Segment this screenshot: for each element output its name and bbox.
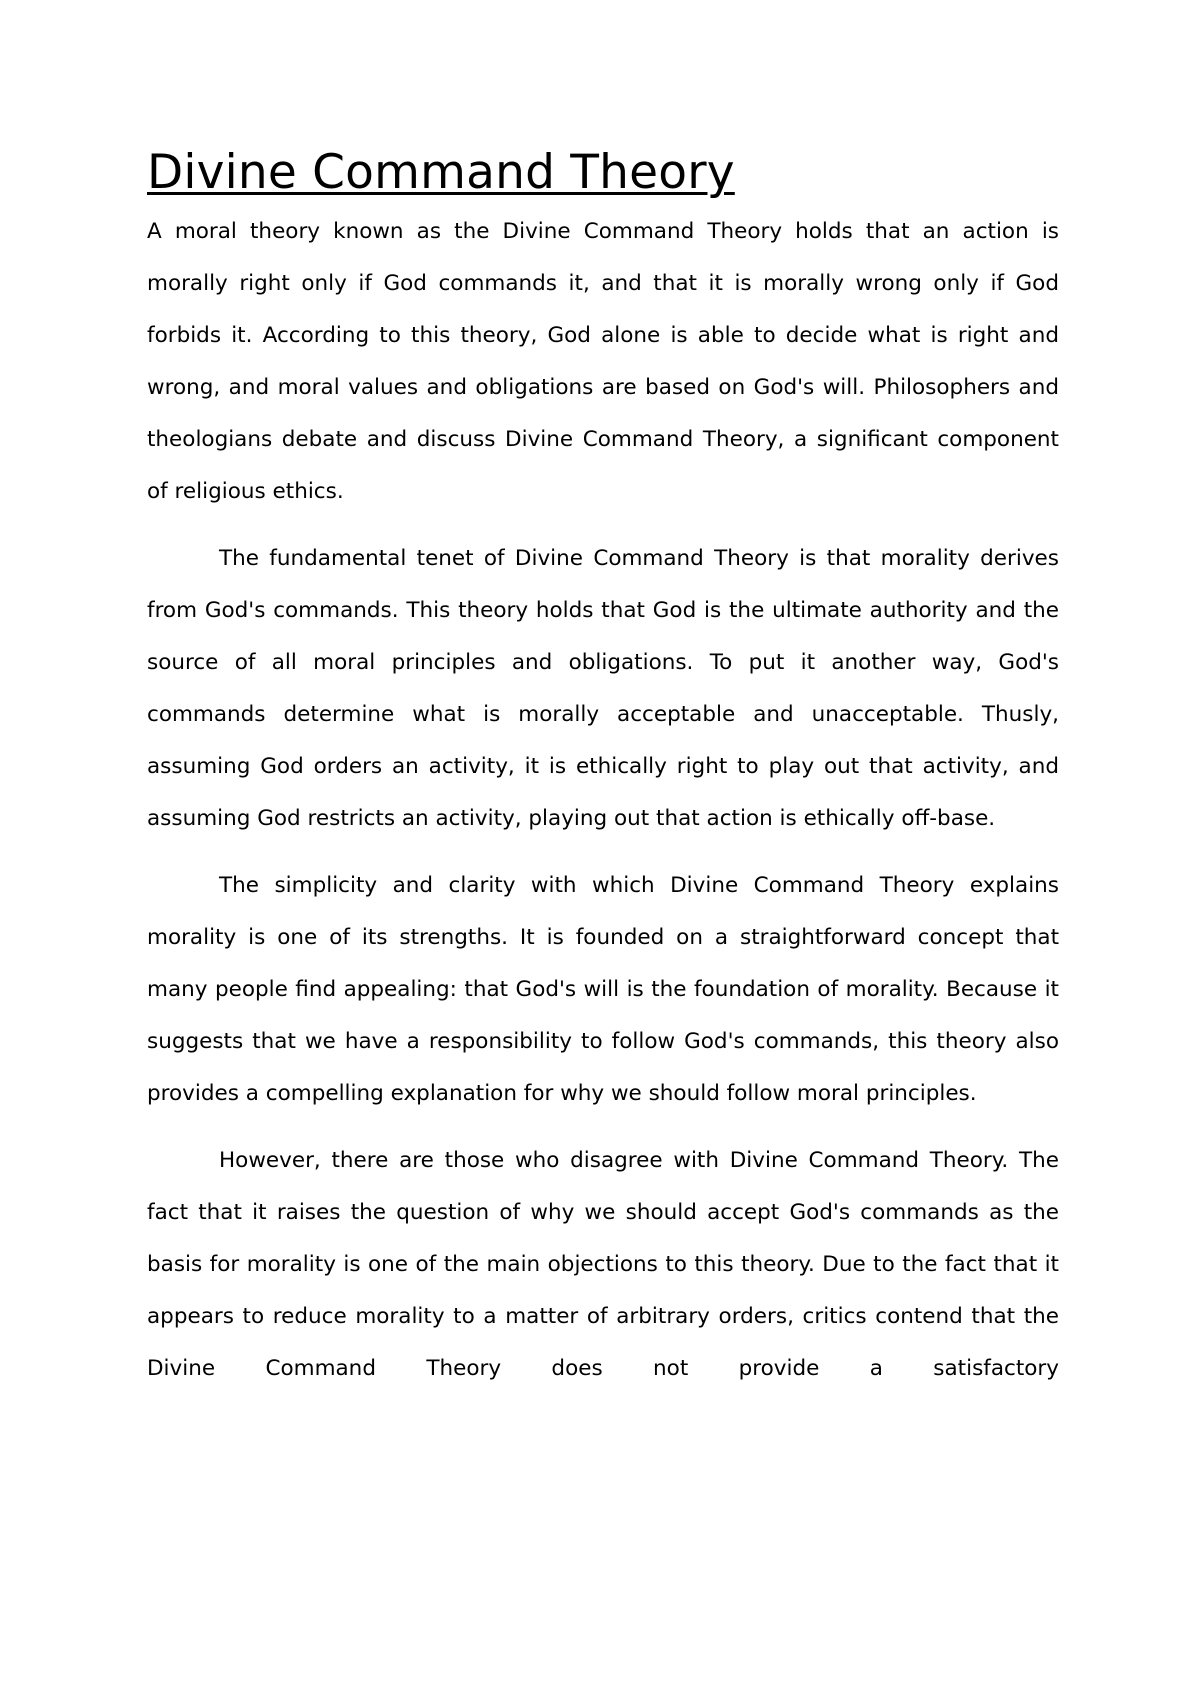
document-page	[147, 138, 1059, 1395]
paragraph-3: The simplicity and clarity with which Divine Command Theory explains morality is one of its strengths. It is founded on a straightforward concept that many people find appealing: that God's will is the foundation of morality. Because it suggests that we have a responsibility to follow God's commands, this theory also provides a compelling explanation for why we should follow moral principles.	[147, 873, 1059, 1106]
paragraph-1: A moral theory known as the Divine Command Theory holds that an action is morally right only if God commands it, and that it is morally wrong only if God forbids it. According to this theory, God alone is able to decide what is right and wrong, and moral values and obligations are based on God's will. Philosophers and theologians debate and discuss Divine Command Theory, a significant component of religious ethics.	[147, 219, 1059, 504]
paragraph-2: The fundamental tenet of Divine Command Theory is that morality derives from God's commands. This theory holds that God is the ultimate authority and the source of all moral principles and obligations. To put it another way, God's commands determine what is morally acceptable and unacceptable. Thusly, assuming God orders an activity, it is ethically right to play out that activity, and assuming God restricts an activity, playing out that action is ethically off-base.	[147, 546, 1059, 831]
document-title: Divine Command Theory	[147, 145, 735, 200]
paragraph-4: However, there are those who disagree with Divine Command Theory. The fact that it raises the question of why we should accept God's commands as the basis for morality is one of the main objections to this theory. Due to the fact that it appears to reduce morality to a matter of arbitrary orders, critics contend that the Divine Command Theory does not provide a satisfactory	[147, 1148, 1059, 1381]
